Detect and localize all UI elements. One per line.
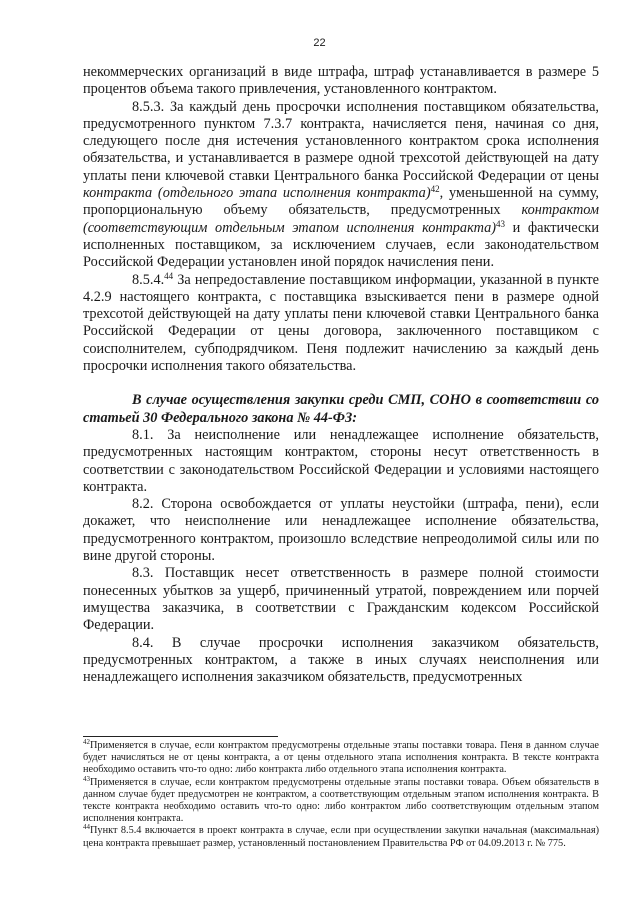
- footnote-number: 44: [83, 823, 90, 832]
- footnote-44: [83, 825, 599, 849]
- section-heading-smp: В случае осуществления закупки среди СМП, СОНО в соответствии со статьей 30 Федерального закона № 44-ФЗ:: [83, 392, 599, 426]
- footnote-text: Применяется в случае, если контрактом предусмотрены отдельные этапы поставки товара. Объем обязательств в данном случае будет предусмотрен не контрактом, а соответствующим отдельным этапом исполнения контракта. В тексте контракта необходимо оставить что-то одно: либо контрактом либо соответствующим отдельным этапом исполнения контракта.: [83, 776, 599, 825]
- footnote-43: [83, 774, 599, 826]
- p854-number: 8.5.4.: [132, 271, 165, 288]
- p853-italic-contract: контракта (отдельного этапа исполнения контракта): [83, 185, 431, 202]
- p854-text: За непредоставление поставщиком информации, указанной в пункте 4.2.9 настоящего контракта, с поставщика взыскивается пени в размере одной трехсотой действующей на дату уплаты пени ключевой ставки Центрального банка Российской Федерации от цены договора, заключенного поставщиком с соисполнителем, субподрядчиком. Пеня подлежит начислению за каждый день просрочки исполнения такого обязательства.: [83, 271, 599, 375]
- paragraph-8-1: 8.1. За неисполнение или ненадлежащее исполнение обязательств, предусмотренных настоящим контрактом, стороны несут ответственность в соответствии с законодательством Российской Федерации и условиями настоящего контракта.: [83, 426, 599, 495]
- document-body: [83, 64, 599, 686]
- paragraph-8-2: 8.2. Сторона освобождается от уплаты неустойки (штрафа, пени), если докажет, что неисполнение или ненадлежащее исполнение обязательства, предусмотренного контрактом, произошло вследствие непреодолимой силы или по вине другой стороны.: [83, 496, 599, 565]
- p853-italic-stage: контрактом (соответствующим отдельным этапом исполнения контракта): [83, 202, 599, 236]
- footnote-ref-42[interactable]: 42: [430, 184, 440, 195]
- paragraph-8-5-3: [83, 99, 599, 272]
- footnote-ref-43[interactable]: 43: [496, 218, 505, 229]
- footnote-number: 42: [83, 738, 90, 746]
- footnote-text: Применяется в случае, если контрактом предусмотрены отдельные этапы поставки товара. Пеня в данном случае будет начисляться не от цены контракта, а от цены отдельного этапа исполнения контракта. В тексте контракта необходимо оставить что-то одно: либо контракта либо отдельного этапа исполнения контракта.: [83, 740, 599, 776]
- paragraph-8-5-4: [83, 272, 599, 376]
- p853-text-e: и фактически исполненных поставщиком, за исключением случаев, если законодательством Российской Федерации установлен иной порядок начисления пени.: [83, 219, 600, 271]
- paragraph-8-4: 8.4. В случае просрочки исполнения заказчиком обязательств, предусмотренных контрактом, а также в иных случаях неисполнения или ненадлежащего исполнения заказчиком обязательств, предусмотренных: [83, 634, 599, 686]
- section-spacer: [83, 375, 599, 392]
- footnote-42: [83, 740, 599, 777]
- paragraph-8-3: 8.3. Поставщик несет ответственность в размере полной стоимости понесенных убытков за ущерб, причиненный утратой, повреждением или порчей имущества заказчика, в соответствии с Гражданским кодексом Российской Федерации.: [83, 565, 599, 634]
- footnote-separator: [83, 736, 278, 737]
- footnote-number: 43: [83, 774, 90, 783]
- page-number: 22: [313, 37, 326, 49]
- footnote-text: Пункт 8.5.4 включается в проект контракта в случае, если при осуществлении закупки начальная (максимальная) цена контракта превышает размер, установленный постановлением Правительства РФ от 04.09.2013 г. № 775.: [83, 825, 599, 849]
- paragraph-continuation: некоммерческих организаций в виде штрафа, штраф устанавливается в размере 5 процентов объема такого привлечения, установленного контрактом.: [83, 64, 599, 98]
- footnotes: [83, 740, 599, 850]
- footnote-ref-44[interactable]: 44: [164, 270, 174, 281]
- p853-text-c: , уменьшенной на сумму, пропорциональную объему обязательств, предусмотренных: [83, 185, 599, 219]
- p853-text-a: 8.5.3. За каждый день просрочки исполнения поставщиком обязательства, предусмотренного пунктом 7.3.7 контракта, начисляется пеня, начиная со дня, следующего после дня истечения установленного контрактом срока исполнения обязательства, и устанавливается в размере одной трехсотой действующей на дату уплаты пени ключевой ставки Центрального банка Российской Федерации от цены: [83, 98, 599, 184]
